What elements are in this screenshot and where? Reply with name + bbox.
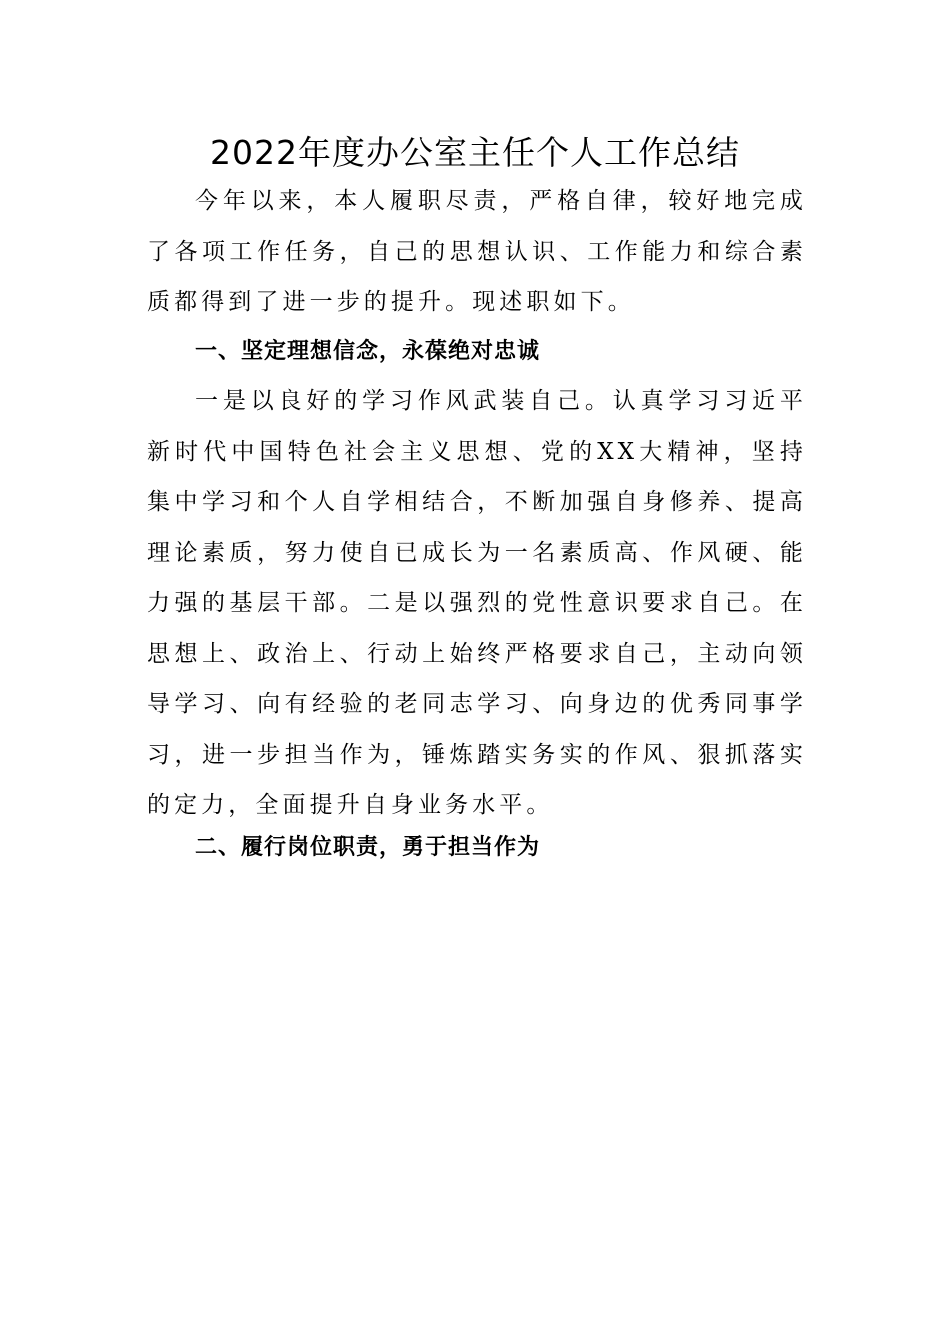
section-2-heading: 二、履行岗位职责，勇于担当作为 bbox=[195, 835, 541, 860]
section-1-paragraph: 一是以良好的学习作风武装自己。认真学习习近平新时代中国特色社会主义思想、党的XX大精神，坚持集中学习和个人自学相结合，不断加强自身修养、提高理论素质，努力使自已成长为一名素质高、作风硬、能力强的基层干部。二是以强烈的党性意识要求自己。在思想上、政治上、行动上始终严格要求自己，主动向领导学习、向有经验的老同志学习、向身边的优秀同事学习，进一步担当作为，锤炼踏实务实的作风、狠抓落实的定力，全面提升自身业务水平。 bbox=[147, 388, 807, 818]
document-title: 2022年度办公室主任个人工作总结 bbox=[210, 133, 740, 172]
section-1-heading: 一、坚定理想信念，永葆绝对忠诚 bbox=[195, 339, 541, 364]
intro-paragraph: 今年以来，本人履职尽责，严格自律，较好地完成了各项工作任务，自己的思想认识、工作能力和综合素质都得到了进一步的提升。现述职如下。 bbox=[147, 188, 807, 315]
